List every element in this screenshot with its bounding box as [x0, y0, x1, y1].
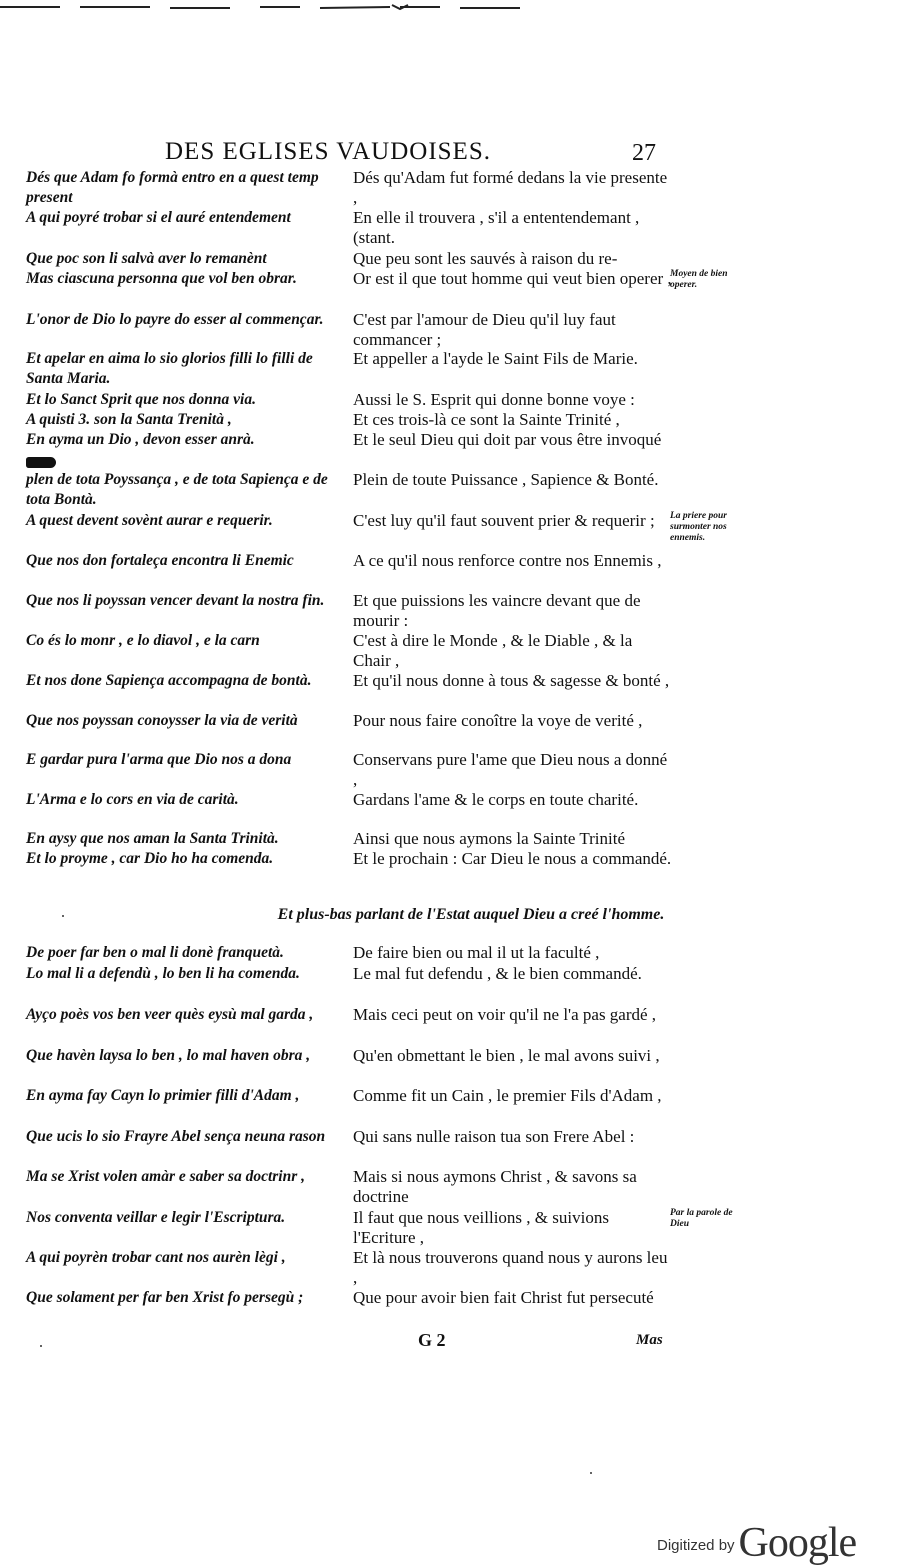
occitan-verse: Que solament per far ben Xrist fo persegù ;	[26, 1289, 304, 1306]
french-verse: Il faut que nous veillions , & suivions l'Ecriture ,	[353, 1208, 609, 1247]
occitan-verse: En ayma un Dio , devon esser anrà.	[26, 431, 255, 448]
occitan-verse: Ma se Xrist volen amàr e saber sa doctrinr ,	[26, 1168, 306, 1185]
signature-mark: G 2	[418, 1330, 446, 1350]
occitan-verse: E gardar pura l'arma que Dio nos a dona	[26, 751, 292, 768]
french-verse: C'est par l'amour de Dieu qu'il luy faut commancer ;	[353, 310, 616, 349]
occitan-verse: A qui poyré trobar si el auré entendement	[26, 209, 291, 226]
french-verse: Le mal fut defendu , & le bien commandé.	[353, 964, 642, 983]
french-verse: Comme fit un Cain , le premier Fils d'Adam ,	[353, 1086, 662, 1105]
occitan-verse: Que nos poyssan conoysser la via de verità	[26, 712, 298, 729]
ink-speck	[590, 1472, 592, 1474]
catchword: Mas	[636, 1332, 663, 1348]
page-number: 27	[632, 140, 656, 166]
occitan-verse: L'onor de Dio lo payre do esser al commençar.	[26, 311, 324, 328]
occitan-verse: Et lo Sanct Sprit que nos donna via.	[26, 391, 256, 408]
occitan-verse: Dés que Adam fo formà entro en a quest temp present	[26, 169, 319, 206]
french-verse: A ce qu'il nous renforce contre nos Ennemis ,	[353, 551, 662, 570]
occitan-verse: Mas ciascuna personna que vol ben obrar.	[26, 270, 297, 287]
french-verse: En elle il trouvera , s'il a ententendemant , (stant.	[353, 208, 640, 247]
occitan-verse: Que poc son li salvà aver lo remanènt	[26, 250, 267, 267]
occitan-verse: Et nos done Sapiença accompagna de bontà.	[26, 672, 312, 689]
occitan-verse: A qui poyrèn trobar cant nos aurèn lègi ,	[26, 1249, 286, 1266]
ink-speck	[62, 915, 64, 917]
margin-note: Moyen de bien operer.	[670, 269, 728, 290]
occitan-verse: Et lo proyme , car Dio ho ha comenda.	[26, 850, 274, 867]
french-verse: Que pour avoir bien fait Christ fut persecuté	[353, 1288, 654, 1307]
french-verse: Ainsi que nous aymons la Sainte Trinité	[353, 829, 625, 848]
french-verse: Et qu'il nous donne à tous & sagesse & bonté ,	[353, 671, 670, 690]
occitan-verse: Que ucis lo sio Frayre Abel sença neuna rason	[26, 1128, 326, 1145]
occitan-verse: A quest devent sovènt aurar e requerir.	[26, 512, 273, 529]
page-header	[0, 138, 912, 168]
french-verse: Et que puissions les vaincre devant que de mourir :	[353, 591, 641, 630]
occitan-verse: A quisti 3. son la Santa Trenità ,	[26, 411, 232, 428]
french-verse: Or est il que tout homme qui veut bien operer ,	[353, 269, 672, 288]
occitan-verse: Co és lo monr , e lo diavol , e la carn	[26, 632, 260, 649]
french-verse: Mais si nous aymons Christ , & savons sa doctrine	[353, 1167, 637, 1206]
occitan-verse: De poer far ben o mal li donè franquetà.	[26, 944, 284, 961]
occitan-verse: Que nos don fortaleça encontra li Enemic	[26, 552, 294, 569]
occitan-verse: Nos conventa veillar e legir l'Escriptura.	[26, 1209, 286, 1226]
occitan-verse: plen de tota Poyssança , e de tota Sapiença e de tota Bontà.	[26, 471, 328, 508]
french-verse: Et le prochain : Car Dieu le nous a commandé.	[353, 849, 672, 868]
occitan-verse: L'Arma e lo cors en via de carità.	[26, 791, 239, 808]
french-verse: Et ces trois-là ce sont la Sainte Trinité ,	[353, 410, 620, 429]
occitan-verse: Que havèn laysa lo ben , lo mal haven obra ,	[26, 1047, 311, 1064]
french-verse: Aussi le S. Esprit qui donne bonne voye :	[353, 390, 635, 409]
occitan-verse: Ayço poès vos ben veer quès eysù mal garda ,	[26, 1006, 314, 1023]
french-verse: C'est à dire le Monde , & le Diable , & la Chair ,	[353, 631, 633, 670]
french-verse: Mais ceci peut on voir qu'il ne l'a pas gardé ,	[353, 1005, 657, 1024]
french-verse: Qui sans nulle raison tua son Frere Abel :	[353, 1127, 635, 1146]
french-verse: Et là nous trouverons quand nous y aurons leu ,	[353, 1248, 668, 1287]
digitized-watermark	[657, 1519, 856, 1567]
running-title: DES EGLISES VAUDOISES.	[165, 138, 491, 165]
french-verse: Et appeller a l'ayde le Saint Fils de Marie.	[353, 349, 638, 368]
french-verse: C'est luy qu'il faut souvent prier & requerir ;	[353, 511, 655, 530]
occitan-verse: Que nos li poyssan vencer devant la nostra fin.	[26, 592, 325, 609]
french-verse: Qu'en obmettant le bien , le mal avons suivi ,	[353, 1046, 660, 1065]
ink-speck	[40, 1345, 42, 1347]
french-verse: Plein de toute Puissance , Sapience & Bonté.	[353, 470, 659, 489]
french-verse: Et le seul Dieu qui doit par vous être invoqué	[353, 430, 662, 449]
occitan-verse: En ayma fay Cayn lo primier filli d'Adam ,	[26, 1087, 300, 1104]
pointing-hand-icon	[26, 452, 348, 472]
watermark-prefix: Digitized by	[657, 1537, 735, 1554]
french-verse: Dés qu'Adam fut formé dedans la vie presente ,	[353, 168, 668, 207]
french-verse: De faire bien ou mal il ut la faculté ,	[353, 943, 600, 962]
occitan-verse: Lo mal li a defendù , lo ben li ha comenda.	[26, 965, 300, 982]
french-verse: Conservans pure l'ame que Dieu nous a donné ,	[353, 750, 668, 789]
top-border-ornament	[0, 2, 520, 12]
margin-note: La priere pour surmonter nos ennemis.	[670, 511, 727, 543]
french-verse: Gardans l'ame & le corps en toute charité.	[353, 790, 639, 809]
occitan-verse: En aysy que nos aman la Santa Trinità.	[26, 830, 279, 847]
french-verse: Que peu sont les sauvés à raison du re-	[353, 249, 618, 268]
french-verse: Pour nous faire conoître la voye de verité ,	[353, 711, 643, 730]
section-subheading: Et plus-bas parlant de l'Estat auquel Dieu a creé l'homme.	[277, 906, 665, 923]
margin-note: Par la parole de Dieu	[670, 1208, 733, 1229]
google-logo: Google	[738, 1520, 857, 1566]
occitan-verse: Et apelar en aima lo sio glorios filli lo filli de Santa Maria.	[26, 350, 313, 387]
